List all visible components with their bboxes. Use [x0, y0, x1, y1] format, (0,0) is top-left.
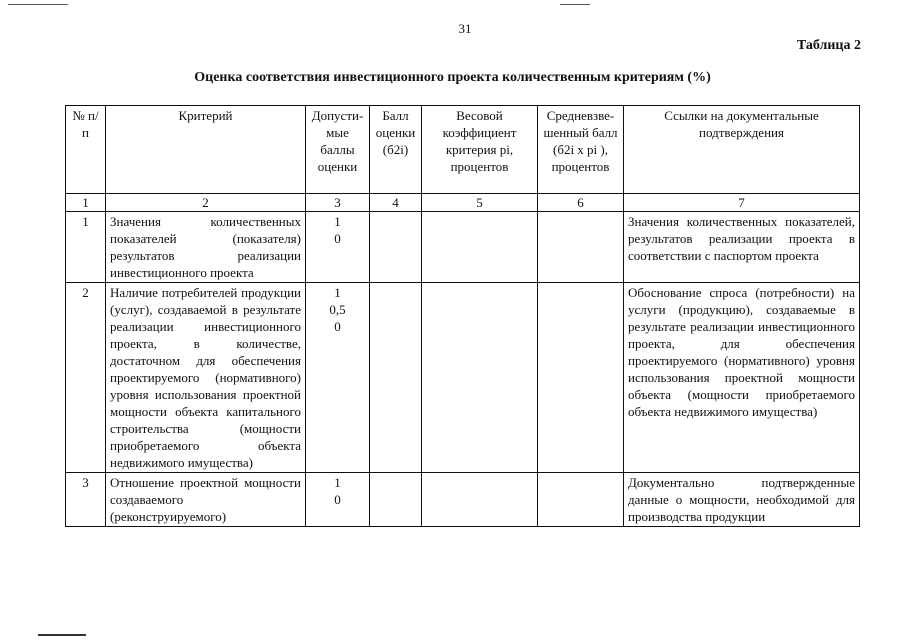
weighted-score-cell — [538, 473, 624, 527]
table-row — [66, 212, 860, 283]
row-number: 2 — [66, 283, 106, 473]
allowed-score: 0,5 — [329, 302, 346, 317]
header-cell-allowed-scores: Допусти-мые баллы оценки — [306, 106, 370, 194]
allowed-score: 0 — [334, 319, 341, 334]
document-title: Оценка соответствия инвестиционного проекта количественным критериям (%) — [194, 70, 711, 85]
row-number: 1 — [66, 212, 106, 283]
weighted-score-cell — [538, 212, 624, 283]
table-row — [66, 283, 860, 473]
allowed-score: 0 — [334, 492, 341, 507]
weight-cell — [422, 212, 538, 283]
header-cell-weighted: Средневзве-шенный балл (б2i x pi ), процентов — [538, 106, 624, 194]
weighted-score-cell — [538, 283, 624, 473]
header-cell-criterion: Критерий — [106, 106, 306, 194]
reference-cell: Значения количественных показателей, результатов реализации проекта в соответствии с паспортом проекта — [624, 212, 860, 283]
scan-bottom-line — [38, 634, 86, 636]
column-number: 7 — [624, 194, 860, 212]
column-number: 3 — [306, 194, 370, 212]
criterion-cell: Значения количественных показателей (показателя) результатов реализации инвестиционного проекта — [106, 212, 306, 283]
page-number: 31 — [458, 21, 472, 36]
allowed-score: 1 — [334, 475, 341, 490]
table-row — [66, 473, 860, 527]
column-number-row — [66, 194, 860, 212]
allowed-score: 1 — [334, 285, 341, 300]
table-label: Таблица 2 — [796, 38, 861, 53]
row-number: 3 — [66, 473, 106, 527]
column-number: 6 — [538, 194, 624, 212]
weight-cell — [422, 283, 538, 473]
column-number: 1 — [66, 194, 106, 212]
allowed-score: 1 — [334, 214, 341, 229]
allowed-scores-cell — [306, 212, 370, 283]
column-number: 4 — [370, 194, 422, 212]
header-cell-weight: Весовой коэффициент критерия pi, процентов — [422, 106, 538, 194]
scan-top-line-left — [8, 4, 68, 5]
reference-cell: Обоснование спроса (потребности) на услуги (продукцию), создаваемые в результате реализации инвестиционного проекта, для обеспечения проектируемого (нормативного) уровня использования проектной мощности объекта (мощности приобретаемого объекта недвижимого имущества) — [624, 283, 860, 473]
allowed-score: 0 — [334, 231, 341, 246]
criterion-cell: Отношение проектной мощности создаваемого (реконструируемого) — [106, 473, 306, 527]
header-cell-num: № п/п — [66, 106, 106, 194]
allowed-scores-cell — [306, 473, 370, 527]
header-cell-reference: Ссылки на документальные подтверждения — [624, 106, 860, 194]
score-cell — [370, 473, 422, 527]
header-cell-score: Балл оценки (б2i) — [370, 106, 422, 194]
criteria-table — [65, 105, 860, 527]
reference-cell: Документально подтвержденные данные о мощности, необходимой для производства продукции — [624, 473, 860, 527]
allowed-scores-cell — [306, 283, 370, 473]
criterion-cell: Наличие потребителей продукции (услуг), создаваемой в результате реализации инвестиционного проекта, в количестве, достаточном для обеспечения проектируемого (нормативного) уровня использования проектной мощности объекта капитального строительства (мощности приобретаемого объекта недвижимого имущества) — [106, 283, 306, 473]
weight-cell — [422, 473, 538, 527]
column-number: 5 — [422, 194, 538, 212]
scan-top-line-right — [560, 4, 590, 5]
score-cell — [370, 283, 422, 473]
column-number: 2 — [106, 194, 306, 212]
score-cell — [370, 212, 422, 283]
header-row — [66, 106, 860, 194]
